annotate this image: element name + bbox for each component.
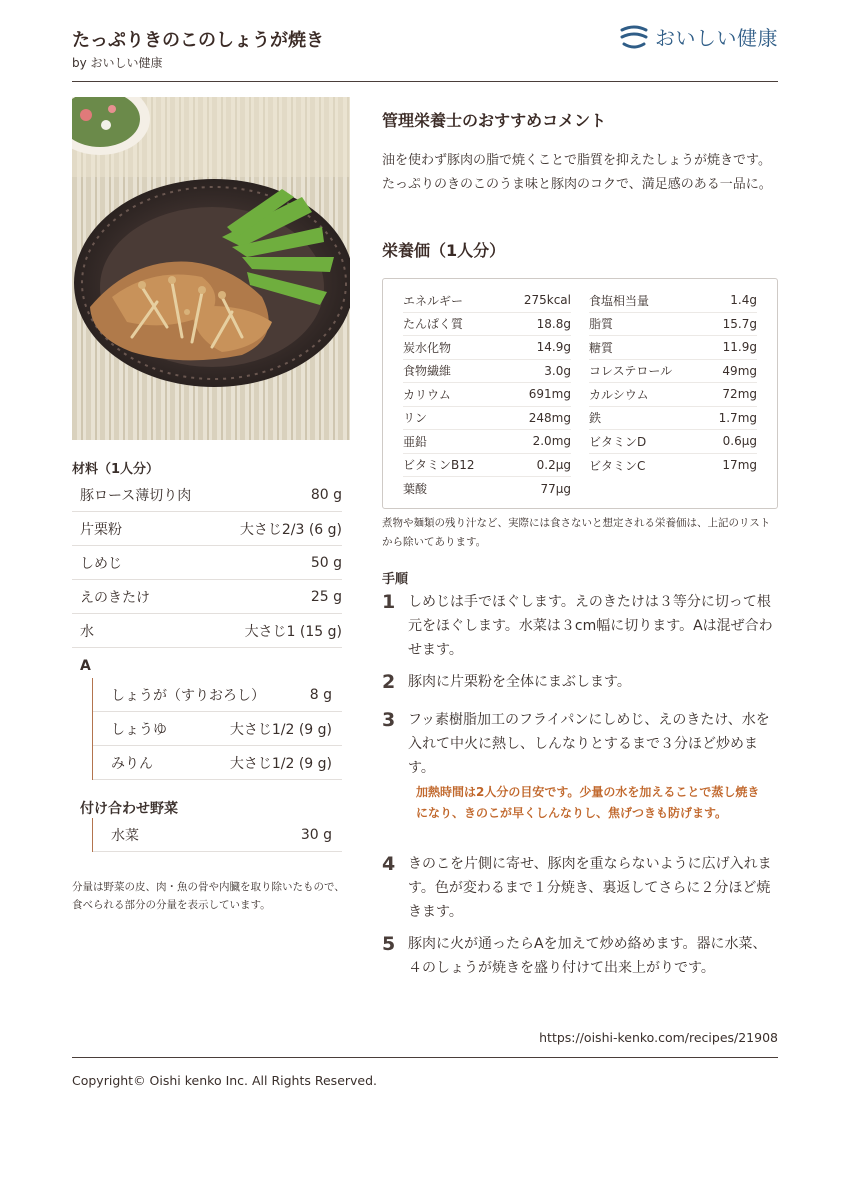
step-text: きのこを片側に寄せ、豚肉を重ならないように広げ入れます。色が変わるまで１分焼き、裏返してさらに２分ほど焼きます。 [408,856,772,920]
nutrient-value: 72mg [722,387,757,402]
nutrient-name: 食物繊維 [403,364,452,379]
step-text: しめじは手でほぐします。えのきたけは３等分に切って根元をほぐします。水菜は３cm幅に切ります。Aは混ぜ合わせます。 [408,594,773,658]
ingredient-row [93,818,342,852]
ingredient-row [93,746,342,780]
nutrition-row [403,430,571,454]
step-text: 豚肉に火が通ったらAを加えて炒め絡めます。器に水菜、４のしょうが焼きを盛り付けて出来上がりです。 [408,936,767,976]
nutrition-row [403,407,571,431]
step-text: フッ素樹脂加工のフライパンにしめじ、えのきたけ、水を入れて中火に熱し、しんなりとするまで３分ほど炒めます。 [408,712,770,776]
header [72,22,778,82]
nutrition-column-right [589,289,757,501]
ingredient-group-side [92,818,342,852]
ingredients-list [72,478,342,852]
step-number: 3 [382,709,396,731]
nutrition-row [403,383,571,407]
nutrient-value: 77µg [540,481,571,496]
ingredient-amount: 大さじ1 (15 g) [244,623,342,640]
nutrient-value: 275kcal [523,293,571,308]
nutrient-name: 鉄 [589,411,602,426]
nutrient-name: コレステロール [589,364,673,379]
ingredient-amount: 大さじ1/2 (9 g) [229,755,332,772]
ingredient-name: しめじ [80,555,122,572]
step-number: 2 [382,671,396,693]
comment-title: 管理栄養士のおすすめコメント [382,111,607,130]
ingredient-row [93,678,342,712]
logo-icon [619,24,649,50]
ingredient-name: 片栗粉 [80,521,122,538]
nutrition-row [403,289,571,313]
step-text: 豚肉に片栗粉を全体にまぶします。 [408,674,631,690]
ingredient-amount: 25 g [310,588,342,605]
step-5 [382,932,778,980]
nutrient-name: リン [403,411,428,426]
ingredient-name: しょうゆ [111,721,167,738]
nutrition-row [589,430,757,454]
side-vegetable-label: 付け合わせ野菜 [80,801,178,817]
comment-text: 油を使わず豚肉の脂で焼くことで脂質を抑えたしょうが焼きです。たっぷりのきのこのうま味と豚肉のコクで、満足感のある一品に。 [382,153,772,192]
step-number: 4 [382,853,396,875]
step-number: 1 [382,591,396,613]
nutrition-row [589,289,757,313]
byline: by おいしい健康 [72,56,163,70]
ingredient-amount: 大さじ2/3 (6 g) [239,521,342,538]
brand-logo[interactable] [619,22,778,51]
ingredient-amount: 30 g [300,826,332,843]
nutrition-row [403,336,571,360]
nutrition-row [589,407,757,431]
ingredients-title: 材料（1人分） [72,462,160,477]
nutrient-value: 49mg [722,363,757,378]
nutrient-value: 3.0g [544,363,571,378]
nutrient-name: 脂質 [589,317,614,332]
nutrition-table [382,278,778,509]
comment-section [382,108,778,197]
nutrition-title: 栄養価（1人分） [382,241,506,260]
nutrient-value: 248mg [528,410,571,425]
nutrition-row [589,313,757,337]
logo-text: おいしい健康 [655,26,778,50]
step-4 [382,852,778,924]
recipe-url[interactable]: https://oishi-kenko.com/recipes/21908 [539,1030,778,1045]
dish-illustration [72,97,350,440]
nutrient-value: 14.9g [536,340,571,355]
nutrient-name: カリウム [403,387,451,402]
nutrient-name: 糖質 [589,340,614,355]
steps-title: 手順 [382,572,409,587]
nutrient-value: 1.7mg [718,410,757,425]
ingredient-name: みりん [111,755,153,772]
nutrient-value: 11.9g [722,340,757,355]
ingredient-amount: 50 g [310,554,342,571]
step-1 [382,590,778,662]
group-a-label: A [80,658,91,674]
nutrient-name: たんぱく質 [403,317,464,332]
nutrition-row [589,383,757,407]
nutrient-value: 17mg [722,458,757,473]
nutrition-row [403,360,571,384]
footer-divider [72,1057,778,1058]
step-3 [382,708,778,780]
ingredient-row [93,712,342,746]
nutrient-value: 18.8g [536,316,571,331]
nutrient-name: 亜鉛 [403,434,428,449]
ingredient-group-a [92,678,342,780]
ingredient-amount: 大さじ1/2 (9 g) [229,721,332,738]
ingredients-note: 分量は野菜の皮、肉・魚の骨や内臓を取り除いたもので、 食べられる部分の分量を表示しています。 [72,881,345,911]
ingredient-name: しょうが（すりおろし） [111,687,265,704]
nutrient-name: ビタミンD [589,434,647,449]
nutrition-column-left [403,289,571,501]
step-2 [382,670,778,694]
nutrient-name: カルシウム [589,387,649,402]
nutrient-value: 1.4g [730,293,757,308]
step-3-tip: 加熱時間は2人分の目安です。少量の水を加えることで蒸し焼きになり、きのこが早くしんなりし、焦げつきも防げます。 [416,785,760,820]
ingredient-row [72,580,342,614]
nutrition-row [589,336,757,360]
ingredient-name: 豚ロース薄切り肉 [80,487,192,504]
ingredient-row [72,512,342,546]
ingredient-name: えのきたけ [80,589,150,606]
dish-photo [72,97,350,440]
ingredient-row [72,478,342,512]
ingredient-name: 水 [80,623,94,640]
ingredient-row [72,614,342,648]
nutrition-row [589,360,757,384]
nutrient-name: 葉酸 [403,482,428,497]
nutrient-name: 炭水化物 [403,340,452,355]
nutrition-row [403,454,571,478]
nutrient-value: 2.0mg [532,434,571,449]
nutrient-value: 691mg [528,387,571,402]
nutrient-name: エネルギー [403,293,464,308]
nutrient-name: ビタミンC [589,458,646,473]
nutrient-value: 15.7g [722,316,757,331]
ingredient-amount: 8 g [309,686,332,703]
copyright: Copyright© Oishi kenko Inc. All Rights Reserved. [72,1073,378,1088]
nutrient-name: 食塩相当量 [589,293,650,308]
nutrition-note: 煮物や麺類の残り汁など、実際には食さないと想定される栄養価は、上記のリストから除いてあります。 [382,517,771,548]
recipe-title: たっぷりきのこのしょうが焼き [72,30,324,51]
nutrition-row [403,313,571,337]
nutrition-row [403,477,571,501]
nutrition-row [589,454,757,478]
nutrient-name: ビタミンB12 [403,458,475,473]
ingredient-amount: 80 g [310,486,342,503]
ingredient-name: 水菜 [111,827,139,844]
nutrient-value: 0.6µg [722,434,757,449]
step-number: 5 [382,933,396,955]
nutrient-value: 0.2µg [536,457,571,472]
ingredient-row [72,546,342,580]
